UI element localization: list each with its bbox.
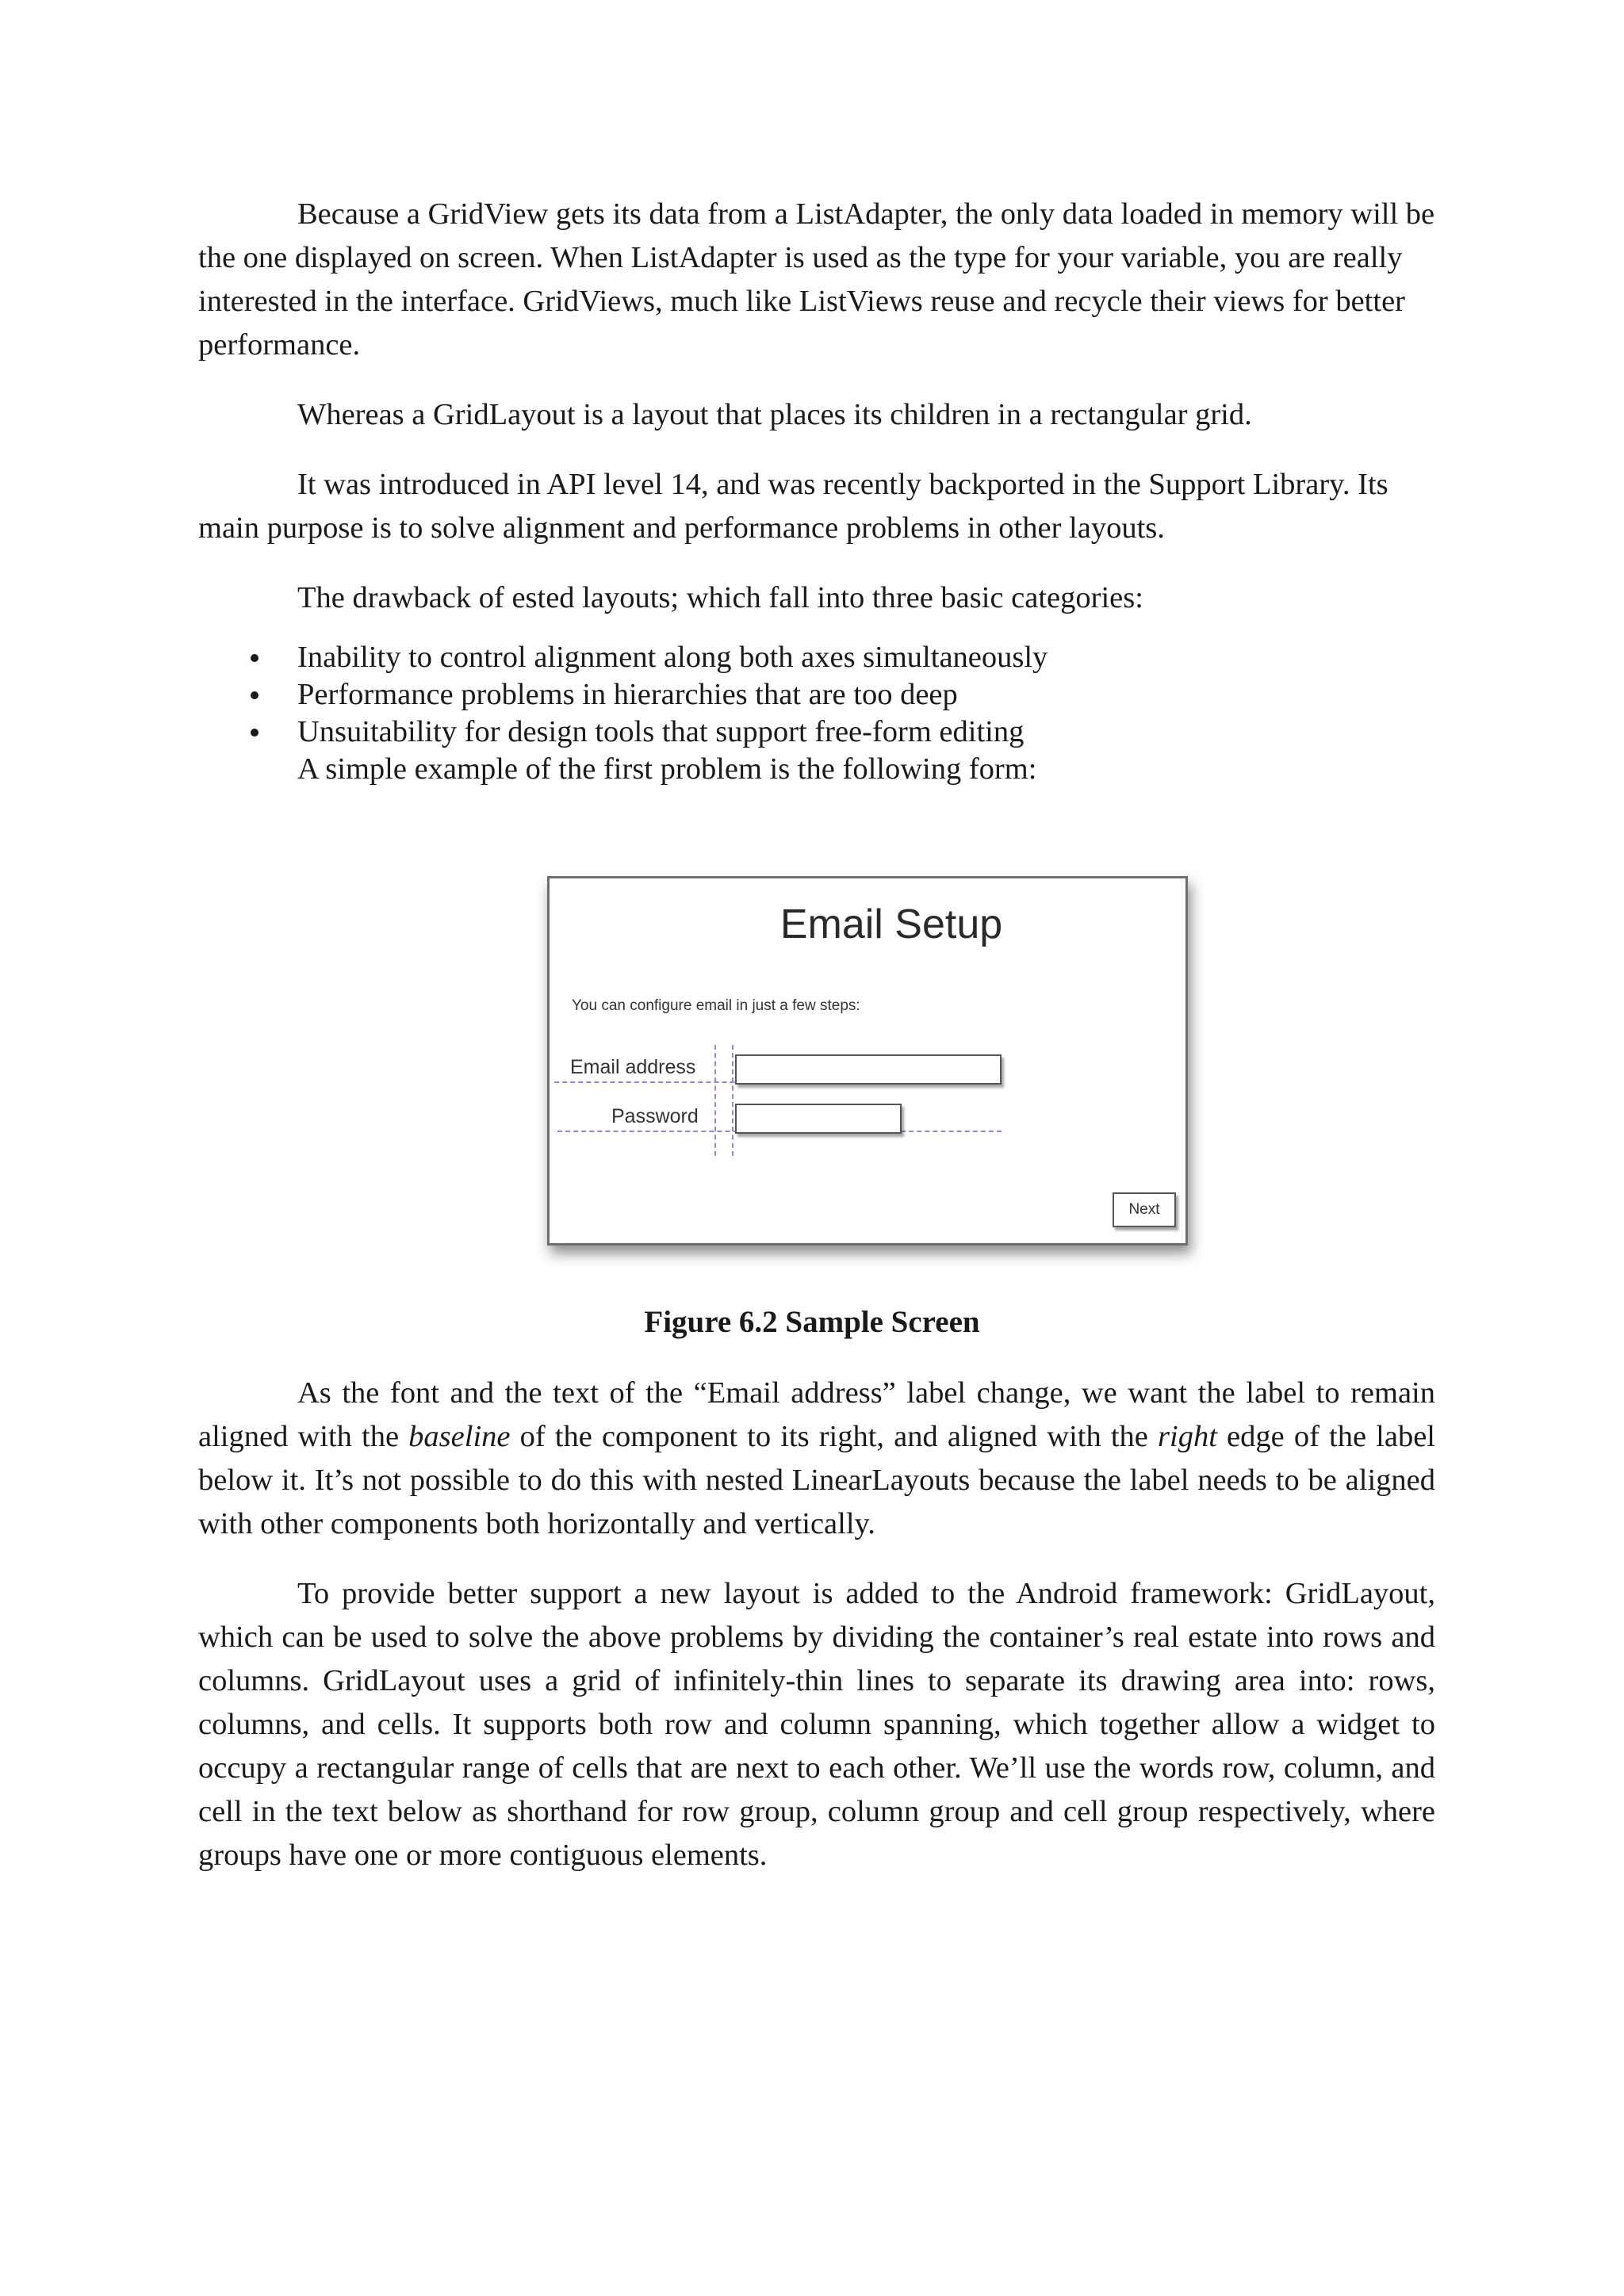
left-edge-guide	[732, 1045, 733, 1156]
list-item	[198, 714, 1435, 751]
list-item-text: Unsuitability for design tools that support free-form editing	[297, 715, 1025, 748]
list-item-text: Inability to control alignment along both axes simultaneously	[297, 641, 1048, 674]
bullet-icon	[251, 729, 259, 737]
paragraph-gridlayout-intro: Whereas a GridLayout is a layout that places its children in a rectangular grid.	[297, 398, 1252, 431]
body-text-bottom	[198, 1372, 1435, 1877]
email-address-label: Email address	[570, 1056, 696, 1078]
list-item	[198, 676, 1435, 714]
email-field[interactable]	[735, 1054, 1002, 1085]
paragraph-alignment-part1: As the font and the text of the “Email address” label change, we want the label to remain aligned with the	[198, 1376, 1435, 1453]
bullet-list	[198, 639, 1435, 751]
body-text-top	[198, 193, 1435, 788]
figure-title: Email Setup	[779, 901, 1003, 947]
right-edge-guide	[714, 1045, 716, 1156]
paragraph-drawback: The drawback of ested layouts; which fall into three basic categories:	[297, 581, 1143, 614]
right-term: right	[1158, 1420, 1217, 1453]
figure-caption: Figure 6.2 Sample Screen	[644, 1305, 980, 1339]
paragraph-gridlayout-support: To provide better support a new layout is added to the Android framework: GridLayout, which can be used to solve the above problems by dividing the container’s real estate into rows and columns. GridLayout uses a grid of infinitely-thin lines to separate its drawing area into: rows, columns, and cells. It supports both row and column spanning, which together allow a widget to occupy a rectangular range of cells that are next to each other. We’ll use the words row, column, and cell in the text below as shorthand for row group, column group and cell group respectively, where groups have one or more contiguous elements.	[198, 1577, 1435, 1872]
bullet-icon	[251, 691, 259, 699]
paragraph-alignment-part3: edge of the label below it. It’s not possible to do this with nested LinearLayouts because the label needs to be aligned with other components both horizontally and vertically.	[198, 1420, 1435, 1540]
list-item	[198, 639, 1435, 676]
paragraph-example-intro: A simple example of the first problem is the following form:	[297, 752, 1037, 786]
paragraph-gridview: Because a GridView gets its data from a ListAdapter, the only data loaded in memory will be the one displayed on screen. When ListAdapter is used as the type for your variable, you are really interested in the interface. GridViews, much like ListViews reuse and recycle their views for better performance.	[198, 197, 1435, 362]
paragraph-api-level: It was introduced in API level 14, and was recently backported in the Support Library. Its main purpose is to solve alignment and performance problems in other layouts.	[198, 468, 1388, 545]
bullet-icon	[251, 654, 259, 662]
password-label: Password	[611, 1105, 699, 1127]
figure-subtitle: You can configure email in just a few steps:	[572, 997, 860, 1014]
baseline-term: baseline	[408, 1420, 511, 1453]
sample-screen-figure	[547, 876, 1188, 1246]
paragraph-alignment	[198, 1372, 1435, 1546]
list-item-text: Performance problems in hierarchies that are too deep	[297, 678, 958, 711]
paragraph-alignment-part2: of the component to its right, and aligned with the	[510, 1420, 1159, 1453]
password-field[interactable]	[735, 1104, 902, 1134]
next-button[interactable]: Next	[1113, 1192, 1176, 1227]
